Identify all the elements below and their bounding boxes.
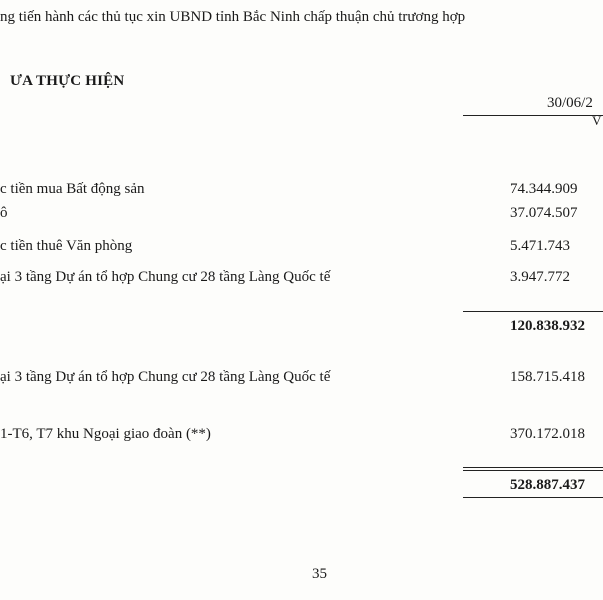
table-row-description: c tiền thuê Văn phòng (0, 238, 133, 254)
table-row-amount: 74.344.909 (510, 181, 578, 197)
table-row-description: 1-T6, T7 khu Ngoại giao đoàn (**) (0, 426, 211, 442)
intro-paragraph: ng tiến hành các thủ tục xin UBND tỉnh Bắc Ninh chấp thuận chủ trương hợp (0, 9, 466, 25)
column-header-date: 30/06/2 (547, 95, 593, 111)
table-row-description: ô (0, 205, 8, 221)
total-underline (463, 497, 603, 498)
total-amount: 528.887.437 (510, 477, 585, 493)
column-header-rule (463, 115, 603, 116)
subtotal-amount: 120.838.932 (510, 318, 585, 334)
section-heading: ƯA THỰC HIỆN (10, 73, 125, 89)
total-rule-bottom (463, 470, 603, 471)
table-row-description: c tiền mua Bất động sản (0, 181, 145, 197)
total-rule-top (463, 467, 603, 468)
subtotal-rule (463, 311, 603, 312)
page-number: 35 (312, 566, 327, 582)
table-row-description: ại 3 tầng Dự án tổ hợp Chung cư 28 tầng Làng Quốc tế (0, 369, 331, 385)
table-row-description: ại 3 tầng Dự án tổ hợp Chung cư 28 tầng Làng Quốc tế (0, 269, 331, 285)
table-row-amount: 370.172.018 (510, 426, 585, 442)
column-header-unit: V (592, 113, 602, 128)
table-row-amount: 158.715.418 (510, 369, 585, 385)
table-row-amount: 37.074.507 (510, 205, 578, 221)
table-row-amount: 3.947.772 (510, 269, 570, 285)
table-row-amount: 5.471.743 (510, 238, 570, 254)
